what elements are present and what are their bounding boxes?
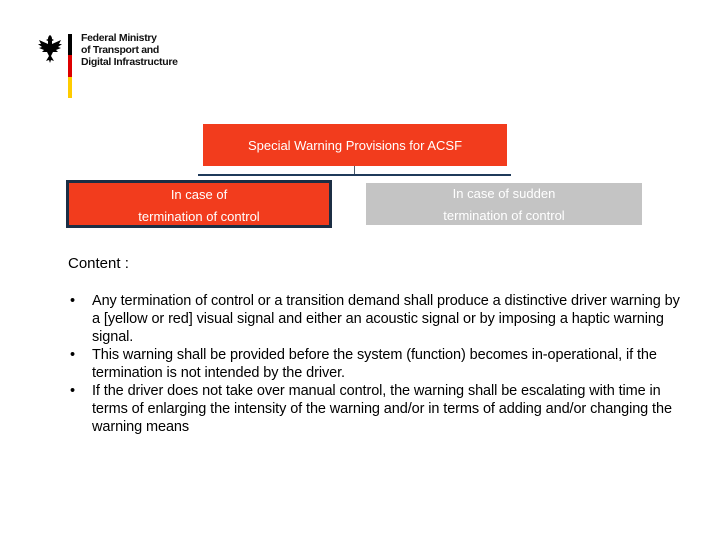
bullet-icon: •: [70, 383, 75, 399]
list-item-text: This warning shall be provided before the system (function) becomes in-operational, if the termination is not intended by the driver.: [92, 347, 657, 381]
ministry-name-line: Federal Ministry: [81, 32, 157, 44]
diagram-connector-horizontal: [198, 174, 511, 176]
bullet-list: [68, 292, 688, 436]
diagram-child-label: In case of sudden: [452, 186, 556, 201]
list-item-text: Any termination of control or a transition demand shall produce a distinctive driver warning by a [yellow or red] visual signal and either an acoustic signal or by imposing a haptic warning signal.: [92, 293, 680, 345]
content-heading: Content :: [68, 255, 129, 272]
ministry-name: [81, 32, 178, 68]
bullet-icon: •: [70, 347, 75, 363]
list-item: [68, 382, 688, 436]
bullet-icon: •: [70, 293, 75, 309]
german-flag-stripe: [68, 34, 72, 98]
list-item-text: If the driver does not take over manual control, the warning shall be escalating with time in terms of enlarging the intensity of the warning and/or in terms of adding and/or changing the warning means: [92, 383, 672, 435]
ministry-name-line: of Transport and: [81, 44, 160, 56]
ministry-name-line: Digital Infrastructure: [81, 56, 178, 68]
eagle-icon: [36, 32, 66, 64]
list-item: [68, 292, 688, 346]
diagram-child-termination: [66, 180, 332, 228]
diagram-child-label: termination of control: [443, 208, 565, 223]
ministry-logo: [36, 32, 196, 102]
diagram-child-label: termination of control: [138, 209, 260, 224]
diagram-child-label: In case of: [170, 187, 228, 202]
diagram-child-sudden-termination: [366, 183, 642, 225]
diagram-root-label: Special Warning Provisions for ACSF: [247, 137, 463, 153]
diagram-connector-vertical: [354, 166, 355, 174]
diagram-root-box: [203, 124, 507, 166]
list-item: [68, 346, 688, 382]
